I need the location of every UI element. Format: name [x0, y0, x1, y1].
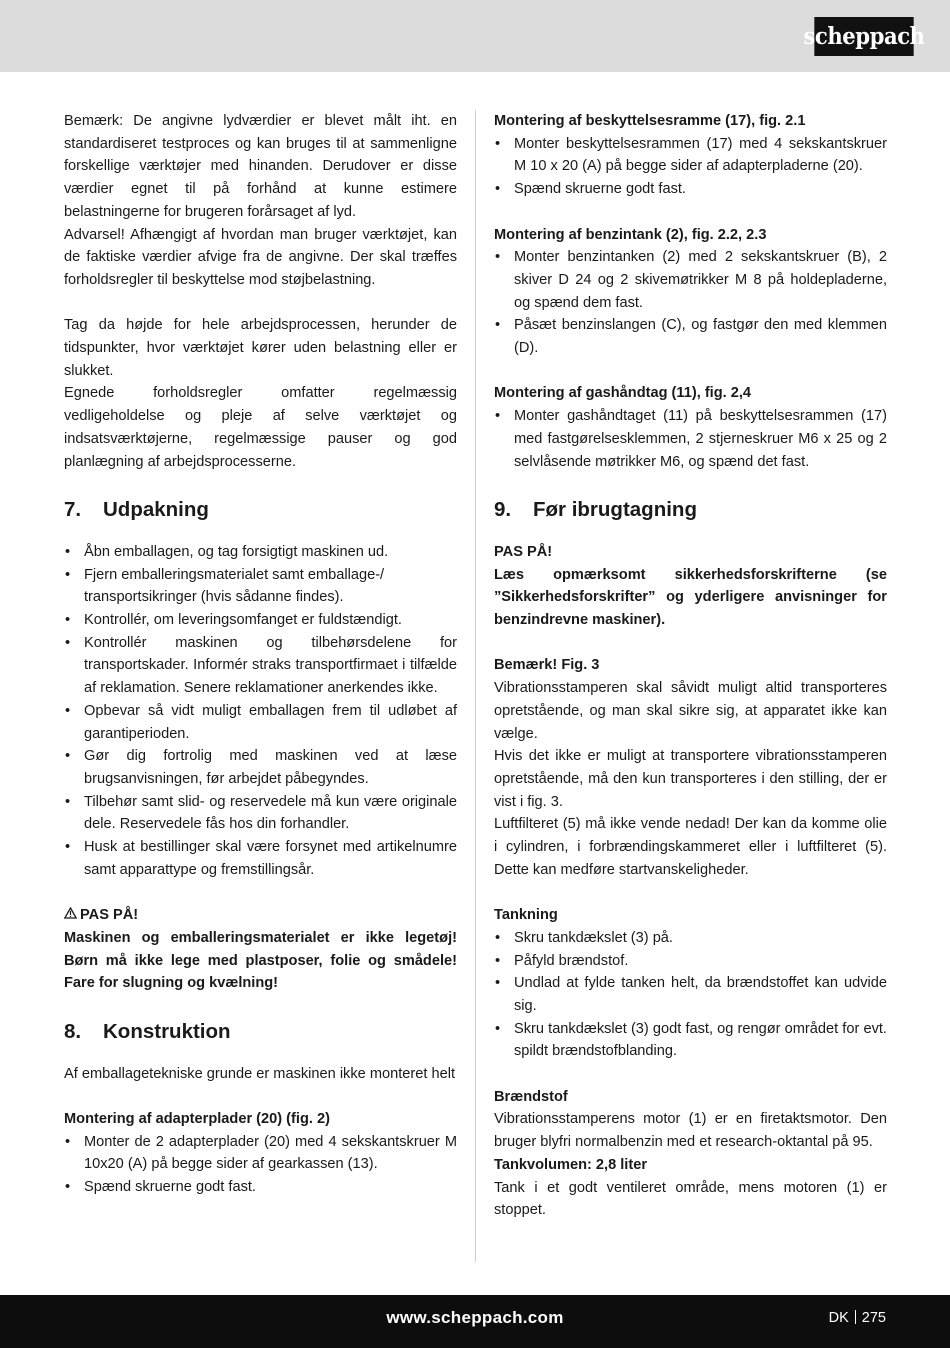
list-item: • Monter benzintanken (2) med 2 sekskantskruer (B), 2 skiver D 24 og 2 skivemøtrikker M 8 på holdepladerne, og spænd dem fast. — [494, 246, 887, 314]
section-number: 9. — [494, 497, 512, 521]
caution-text: Læs opmærksomt sikkerhedsforskrifterne (se ”Sikkerhedsforskrifter” og yderligere anvisninger for benzindrevne maskiner). — [494, 566, 887, 629]
section-number: 7. — [64, 497, 82, 521]
list-item: • Påfyld brændstof. — [494, 950, 887, 973]
work-process-note: Tag da højde for hele arbejdsprocessen, herunder de tidspunkter, hvor værktøjet kører uden belastning eller er slukket. — [64, 317, 457, 379]
list-item: • Spænd skruerne godt fast. — [494, 178, 887, 201]
transport-note: Vibrationsstamperen skal såvidt muligt altid transporteres opretstående, og man skal sikre sig, at apparatet ikke kan vælge. — [494, 680, 887, 742]
precautions-note: Egnede forholdsregler omfatter regelmæssig vedligeholdelse og pleje af selve værktøjet og indsatsværktøjerne, regelmæssige pauser og god planlægning af arbejdsprocesserne. — [64, 385, 457, 470]
list-item: • Påsæt benzinslangen (C), og fastgør den med klemmen (D). — [494, 314, 887, 359]
refuel-instruction: Tank i et godt ventileret område, mens motoren (1) er stoppet. — [494, 1179, 887, 1219]
section-title: Udpakning — [103, 497, 209, 521]
warning-text: Maskinen og emballeringsmaterialet er ikke legetøj! Børn må ikke lege med plastposer, folie og smådele! Fare for slugning og kvælning! — [64, 929, 457, 992]
tank-list — [494, 246, 887, 360]
page-number: 275 — [861, 1310, 886, 1326]
throttle-list — [494, 405, 887, 473]
frame-heading: Montering af beskyttelsesramme (17), fig. 2.1 — [494, 113, 806, 129]
page-indicator — [829, 1310, 886, 1326]
list-item: • Kontrollér, om leveringsomfanget er fuldstændigt. — [64, 609, 457, 632]
tanking-heading: Tankning — [494, 907, 558, 924]
caution-label: PAS PÅ! — [494, 543, 553, 560]
section-title: Konstruktion — [103, 1019, 231, 1043]
list-item: • Åbn emballagen, og tag forsigtigt maskinen ud. — [64, 541, 457, 564]
website-link[interactable]: www.scheppach.com — [386, 1308, 564, 1327]
list-item: • Spænd skruerne godt fast. — [64, 1176, 457, 1199]
noise-note: Bemærk: De angivne lydværdier er blevet målt iht. en standardiseret testproces og kan bruges til at sammenligne forskellige værktøjer med hinanden. Derudover er disse værdier egnet til på forhånd at kunne estimere belastningerne for brugeren forårsaget af lyd. — [64, 113, 457, 220]
transport-position-note: Hvis det ikke er muligt at transportere vibrationsstamperen opretstående, må den kun transporteres i den stilling, der er vist i fig. 3. — [494, 748, 887, 810]
column-divider — [475, 110, 476, 1262]
section-heading-9 — [494, 496, 887, 541]
warning-heading — [64, 904, 457, 927]
noise-warning: Advarsel! Afhængigt af hvordan man bruger værktøjet, kan de faktiske værdier afvige fra de angivne. Der skal træffes forholdsregler til beskyttelse mod støjbelastning. — [64, 226, 457, 288]
list-item: • Undlad at fylde tanken helt, da brændstoffet kan udvide sig. — [494, 972, 887, 1017]
tank-volume: Tankvolumen: 2,8 liter — [494, 1156, 648, 1173]
tanking-list — [494, 927, 887, 1063]
throttle-heading: Montering af gashåndtag (11), fig. 2,4 — [494, 385, 752, 402]
list-item: • Skru tankdækslet (3) godt fast, og rengør området for evt. spildt brændstofblanding. — [494, 1018, 887, 1063]
frame-list — [494, 133, 887, 201]
section-heading-7 — [64, 496, 457, 541]
list-item: • Tilbehør samt slid- og reservedele må kun være originale dele. Reservedele fås hos din forhandler. — [64, 791, 457, 836]
list-item: • Fjern emballeringsmaterialet samt emballage-/ transportsikringer (hvis sådanne findes). — [64, 564, 457, 609]
left-column — [64, 110, 457, 1199]
construction-intro: Af emballagetekniske grunde er maskinen ikke monteret helt — [64, 1065, 455, 1082]
brand-logo: scheppach — [814, 17, 913, 56]
list-item: • Gør dig fortrolig med maskinen ved at læse brugsanvisningen, før arbejdet påbegyndes. — [64, 745, 457, 790]
language-code: DK — [828, 1310, 849, 1326]
section-heading-8 — [64, 1018, 457, 1063]
unpacking-list — [64, 541, 457, 882]
section-title: Før ibrugtagning — [533, 497, 697, 521]
footer-bar — [0, 1295, 950, 1348]
fuel-text: Vibrationsstamperens motor (1) er en firetaktsmotor. Den bruger blyfri normalbenzin med et research-oktantal på 95. — [494, 1111, 887, 1151]
section-number: 8. — [64, 1019, 82, 1043]
warning-triangle-icon — [64, 904, 80, 927]
page-separator — [855, 1310, 856, 1324]
tank-heading: Montering af benzintank (2), fig. 2.2, 2.3 — [494, 226, 767, 243]
list-item: • Monter de 2 adapterplader (20) med 4 sekskantskruer M 10x20 (A) på begge sider af gearkassen (13). — [64, 1131, 457, 1176]
adapter-plates-heading: Montering af adapterplader (20) (fig. 2) — [64, 1111, 330, 1128]
note-heading: Bemærk! Fig. 3 — [494, 657, 600, 674]
adapter-plates-list — [64, 1131, 457, 1199]
air-filter-note: Luftfilteret (5) må ikke vende nedad! Der kan da komme olie i cylindren, i forbrændingskammeret eller i luftfilteret (5). Dette kan medføre startvanskeligheder. — [494, 816, 887, 878]
list-item: • Husk at bestillinger skal være forsynet med artikelnumre samt apparattype og fremstillingsår. — [64, 836, 457, 881]
list-item: • Monter beskyttelsesrammen (17) med 4 sekskantskruer M 10 x 20 (A) på begge sider af adapterpladerne (20). — [494, 133, 887, 178]
fuel-heading: Brændstof — [494, 1088, 568, 1105]
list-item: • Skru tankdækslet (3) på. — [494, 927, 887, 950]
list-item: • Opbevar så vidt muligt emballagen frem til udløbet af garantiperioden. — [64, 700, 457, 745]
list-item: • Monter gashåndtaget (11) på beskyttelsesrammen (17) med fastgørelsesklemmen, 2 stjerneskruer M6 x 25 og 2 selvlåsende møtrikker M6, og spænd det fast. — [494, 405, 887, 473]
list-item: • Kontrollér maskinen og tilbehørsdelene for transportskader. Informér straks transportfirmaet i tilfælde af reklamation. Senere reklamationer anerkendes ikke. — [64, 632, 457, 700]
warning-label: PAS PÅ! — [80, 907, 139, 924]
right-column — [494, 110, 887, 1222]
